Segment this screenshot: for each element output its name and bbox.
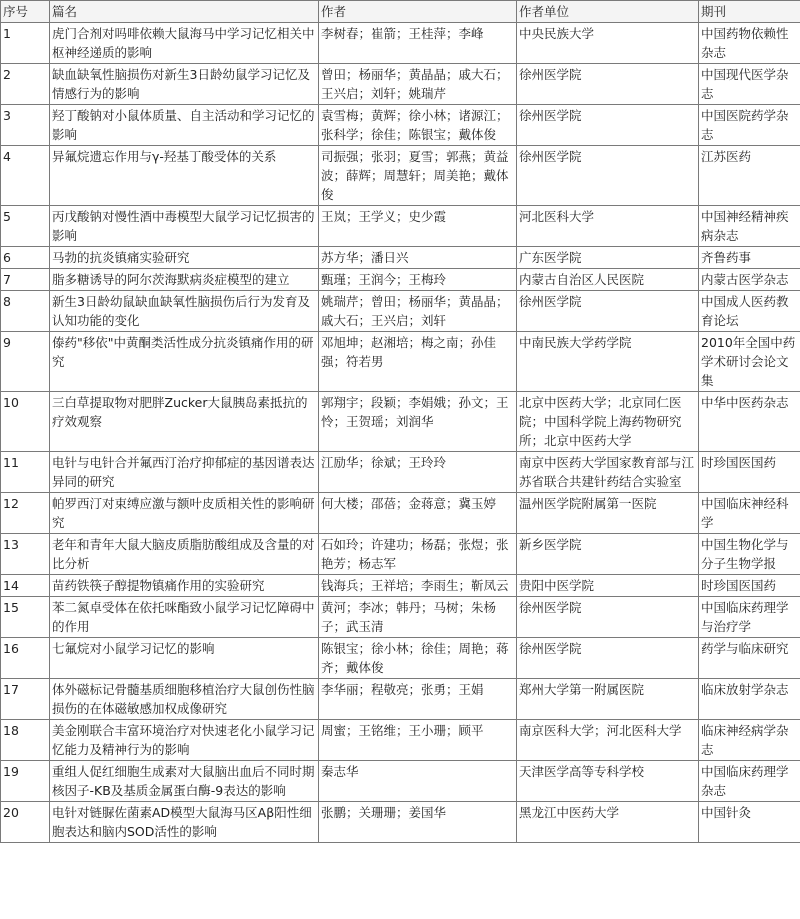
cell-title: 傣药"移依"中黄酮类活性成分抗炎镇痛作用的研究	[50, 332, 319, 392]
cell-no: 5	[1, 206, 50, 247]
cell-unit: 中南民族大学药学院	[517, 332, 699, 392]
cell-unit: 天津医学高等专科学校	[517, 761, 699, 802]
cell-authors: 邓旭坤；赵湘培；梅之南；孙佳强；符若男	[319, 332, 517, 392]
cell-authors: 陈银宝；徐小林；徐佳；周艳；蒋齐；戴体俊	[319, 638, 517, 679]
cell-journal: 中华中医药杂志	[699, 392, 800, 452]
table-row	[1, 802, 800, 843]
table-row	[1, 332, 800, 392]
table-row	[1, 597, 800, 638]
cell-title: 虎门合剂对吗啡依赖大鼠海马中学习记忆相关中枢神经递质的影响	[50, 23, 319, 64]
cell-unit: 徐州医学院	[517, 638, 699, 679]
cell-journal: 临床神经病学杂志	[699, 720, 800, 761]
cell-unit: 中央民族大学	[517, 23, 699, 64]
cell-title: 帕罗西汀对束缚应激与额叶皮质相关性的影响研究	[50, 493, 319, 534]
cell-journal: 中国临床药理学与治疗学	[699, 597, 800, 638]
header-no: 序号	[1, 1, 50, 23]
cell-title: 丙戊酸钠对慢性酒中毒模型大鼠学习记忆损害的影响	[50, 206, 319, 247]
cell-title: 苗药铁筷子醇提物镇痛作用的实验研究	[50, 575, 319, 597]
cell-authors: 袁雪梅；黄辉；徐小林；诸源江；张科学；徐佳；陈银宝；戴体俊	[319, 105, 517, 146]
cell-authors: 司振强；张羽；夏雪；郭燕；黄益波；薛辉；周慧轩；周美艳；戴体俊	[319, 146, 517, 206]
cell-authors: 姚瑞芹；曾田；杨丽华；黄晶晶；戚大石；王兴启；刘轩	[319, 291, 517, 332]
cell-no: 8	[1, 291, 50, 332]
cell-authors: 黄河；李冰；韩丹；马树；朱杨子；武玉清	[319, 597, 517, 638]
cell-journal: 2010年全国中药学术研讨会论文集	[699, 332, 800, 392]
cell-no: 2	[1, 64, 50, 105]
cell-unit: 徐州医学院	[517, 146, 699, 206]
table-row	[1, 23, 800, 64]
table-row	[1, 761, 800, 802]
cell-no: 16	[1, 638, 50, 679]
cell-journal: 中国医院药学杂志	[699, 105, 800, 146]
cell-title: 新生3日龄幼鼠缺血缺氧性脑损伤后行为发育及认知功能的变化	[50, 291, 319, 332]
cell-title: 七氟烷对小鼠学习记忆的影响	[50, 638, 319, 679]
cell-unit: 南京中医药大学国家教育部与江苏省联合共建针药结合实验室	[517, 452, 699, 493]
cell-no: 4	[1, 146, 50, 206]
cell-title: 三白草提取物对肥胖Zucker大鼠胰岛素抵抗的疗效观察	[50, 392, 319, 452]
cell-unit: 广东医学院	[517, 247, 699, 269]
cell-unit: 徐州医学院	[517, 291, 699, 332]
table-row	[1, 493, 800, 534]
cell-journal: 临床放射学杂志	[699, 679, 800, 720]
cell-no: 6	[1, 247, 50, 269]
table-row	[1, 105, 800, 146]
cell-unit: 徐州医学院	[517, 64, 699, 105]
cell-authors: 周蜜；王铭维；王小珊；顾平	[319, 720, 517, 761]
cell-title: 体外磁标记骨髓基质细胞移植治疗大鼠创伤性脑损伤的在体磁敏感加权成像研究	[50, 679, 319, 720]
table-row	[1, 247, 800, 269]
cell-unit: 温州医学院附属第一医院	[517, 493, 699, 534]
cell-authors: 张鹏；关珊珊；姜国华	[319, 802, 517, 843]
table-row	[1, 64, 800, 105]
cell-no: 12	[1, 493, 50, 534]
cell-unit: 郑州大学第一附属医院	[517, 679, 699, 720]
cell-authors: 石如玲；许建功；杨磊；张煜；张艳芳；杨志军	[319, 534, 517, 575]
cell-no: 19	[1, 761, 50, 802]
cell-authors: 李树春；崔箭；王桂萍；李峰	[319, 23, 517, 64]
table-row	[1, 392, 800, 452]
table-row	[1, 291, 800, 332]
cell-journal: 中国临床神经科学	[699, 493, 800, 534]
cell-journal: 江苏医药	[699, 146, 800, 206]
cell-authors: 甄瑾；王润今；王梅玲	[319, 269, 517, 291]
header-row	[1, 1, 800, 23]
cell-journal: 时珍国医国药	[699, 452, 800, 493]
cell-journal: 齐鲁药事	[699, 247, 800, 269]
cell-unit: 黑龙江中医药大学	[517, 802, 699, 843]
header-unit: 作者单位	[517, 1, 699, 23]
header-journal: 期刊	[699, 1, 800, 23]
table-row	[1, 269, 800, 291]
cell-journal: 时珍国医国药	[699, 575, 800, 597]
cell-authors: 何大楼；邵蓓；金蒋意；冀玉婷	[319, 493, 517, 534]
cell-no: 3	[1, 105, 50, 146]
cell-journal: 中国针灸	[699, 802, 800, 843]
header-authors: 作者	[319, 1, 517, 23]
cell-no: 10	[1, 392, 50, 452]
cell-authors: 郭翔宇；段颖；李娟娥；孙文；王怜；王贺瑶；刘润华	[319, 392, 517, 452]
cell-title: 重组人促红细胞生成素对大鼠脑出血后不同时期核因子-KB及基质金属蛋白酶-9表达的影响	[50, 761, 319, 802]
cell-title: 异氟烷遗忘作用与γ-羟基丁酸受体的关系	[50, 146, 319, 206]
table-row	[1, 452, 800, 493]
cell-title: 电针与电针合并氟西汀治疗抑郁症的基因谱表达异同的研究	[50, 452, 319, 493]
cell-no: 11	[1, 452, 50, 493]
cell-no: 9	[1, 332, 50, 392]
cell-title: 脂多糖诱导的阿尔茨海默病炎症模型的建立	[50, 269, 319, 291]
cell-no: 15	[1, 597, 50, 638]
table-row	[1, 720, 800, 761]
table-row	[1, 534, 800, 575]
cell-title: 美金刚联合丰富环境治疗对快速老化小鼠学习记忆能力及精神行为的影响	[50, 720, 319, 761]
cell-authors: 曾田；杨丽华；黄晶晶；戚大石；王兴启；刘轩；姚瑞芹	[319, 64, 517, 105]
cell-authors: 江励华；徐斌；王玲玲	[319, 452, 517, 493]
cell-journal: 中国药物依赖性杂志	[699, 23, 800, 64]
cell-unit: 新乡医学院	[517, 534, 699, 575]
cell-title: 老年和青年大鼠大脑皮质脂肪酸组成及含量的对比分析	[50, 534, 319, 575]
cell-title: 羟丁酸钠对小鼠体质量、自主活动和学习记忆的影响	[50, 105, 319, 146]
cell-unit: 贵阳中医学院	[517, 575, 699, 597]
table-row	[1, 575, 800, 597]
cell-title: 马勃的抗炎镇痛实验研究	[50, 247, 319, 269]
cell-authors: 钱海兵；王祥培；李雨生；靳凤云	[319, 575, 517, 597]
cell-unit: 内蒙古自治区人民医院	[517, 269, 699, 291]
cell-journal: 内蒙古医学杂志	[699, 269, 800, 291]
cell-unit: 徐州医学院	[517, 105, 699, 146]
cell-journal: 药学与临床研究	[699, 638, 800, 679]
cell-unit: 河北医科大学	[517, 206, 699, 247]
table-header	[1, 1, 800, 23]
cell-journal: 中国现代医学杂志	[699, 64, 800, 105]
table-row	[1, 146, 800, 206]
cell-no: 13	[1, 534, 50, 575]
cell-title: 电针对链脲佐菌素AD模型大鼠海马区Aβ阳性细胞表达和脑内SOD活性的影响	[50, 802, 319, 843]
cell-no: 17	[1, 679, 50, 720]
cell-no: 20	[1, 802, 50, 843]
cell-title: 缺血缺氧性脑损伤对新生3日龄幼鼠学习记忆及情感行为的影响	[50, 64, 319, 105]
cell-title: 苯二氮卓受体在依托咪酯致小鼠学习记忆障碍中的作用	[50, 597, 319, 638]
cell-authors: 秦志华	[319, 761, 517, 802]
cell-journal: 中国生物化学与分子生物学报	[699, 534, 800, 575]
cell-journal: 中国临床药理学杂志	[699, 761, 800, 802]
cell-unit: 南京医科大学；河北医科大学	[517, 720, 699, 761]
cell-journal: 中国神经精神疾病杂志	[699, 206, 800, 247]
table-row	[1, 679, 800, 720]
cell-no: 18	[1, 720, 50, 761]
cell-unit: 徐州医学院	[517, 597, 699, 638]
cell-unit: 北京中医药大学；北京同仁医院；中国科学院上海药物研究所；北京中医药大学	[517, 392, 699, 452]
cell-no: 1	[1, 23, 50, 64]
table-row	[1, 206, 800, 247]
table-body	[1, 23, 800, 843]
cell-authors: 苏方华；潘日兴	[319, 247, 517, 269]
cell-no: 7	[1, 269, 50, 291]
cell-authors: 李华丽；程敬亮；张勇；王娟	[319, 679, 517, 720]
cell-authors: 王岚；王学义；史少霞	[319, 206, 517, 247]
header-title: 篇名	[50, 1, 319, 23]
table-row	[1, 638, 800, 679]
cell-no: 14	[1, 575, 50, 597]
cell-journal: 中国成人医药教育论坛	[699, 291, 800, 332]
